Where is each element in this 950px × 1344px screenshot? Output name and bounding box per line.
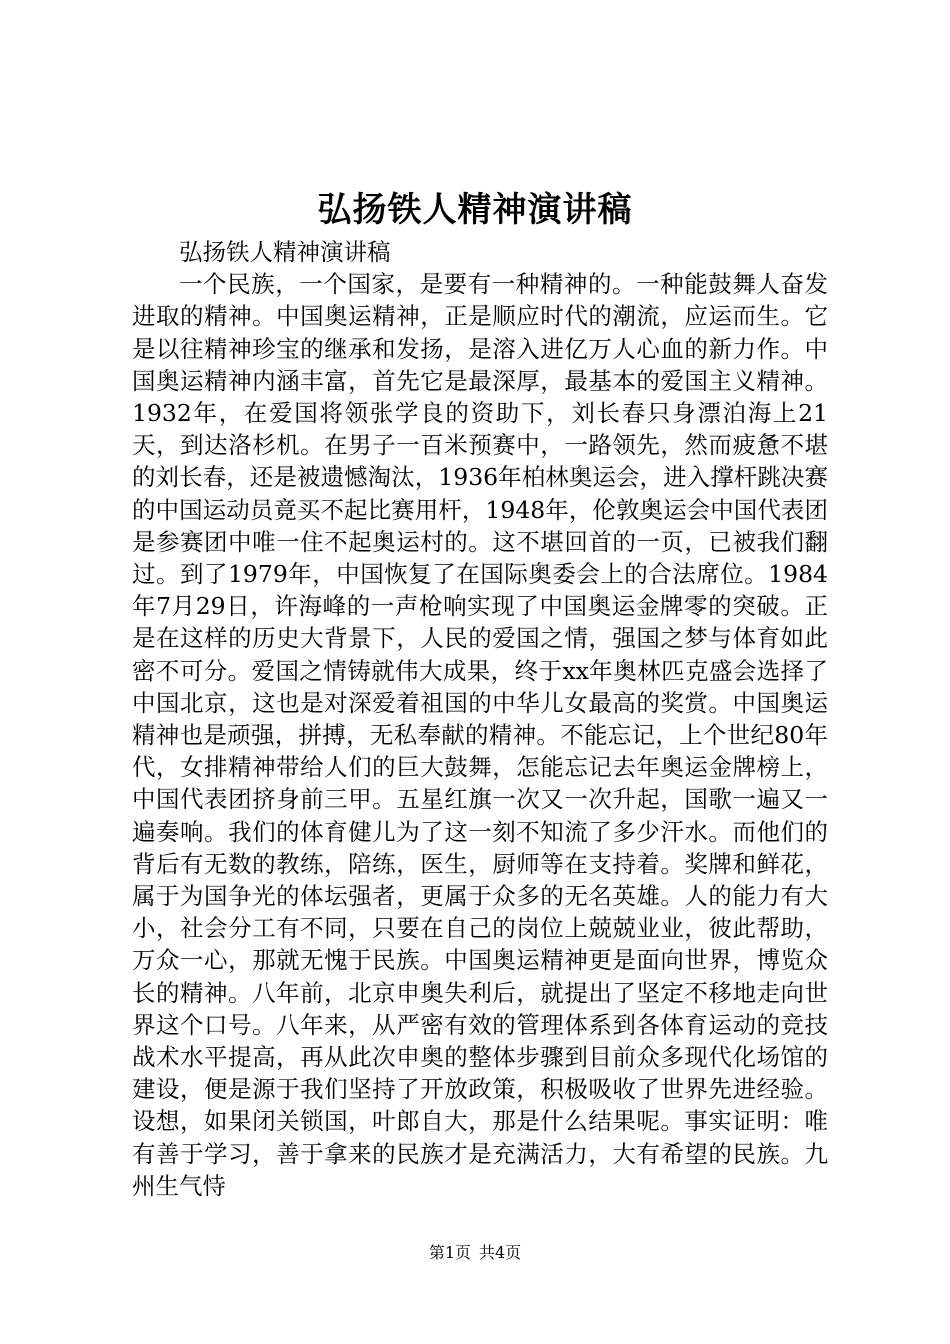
page-number: 第1页 — [428, 1243, 471, 1262]
body-paragraph-heading: 弘扬铁人精神演讲稿 — [179, 238, 391, 266]
body-paragraph: 一个民族，一个国家，是要有一种精神的。一种能鼓舞人奋发进取的精神。中国奥运精神，正是顺应时代的潮流，应运而生。它是以往精神珍宝的继承和发扬，是溶入进亿万人心血的新力作。中国奥运精神内涵丰富，首先它是最深厚，最基本的爱国主义精神。1932年，在爱国将领张学良的资助下，刘长春只身漂泊海上21天，到达洛杉机。在男子一百米预赛中，一路领先，然而疲惫不堪的刘长春，还是被遗憾淘汰，1936年柏林奥运会，进入撑杆跳决赛的中国运动员竟买不起比赛用杆，1948年，伦敦奥运会中国代表团是参赛团中唯一住不起奥运村的。这不堪回首的一页，已被我们翻过。到了1979年，中国恢复了在国际奥委会上的合法席位。1984年7月29日，许海峰的一声枪响实现了中国奥运金牌零的突破。正是在这样的历史大背景下，人民的爱国之情，强国之梦与体育如此密不可分。爱国之情铸就伟大成果，终于xx年奥林匹克盛会选择了中国北京，这也是对深爱着祖国的中华儿女最高的奖赏。中国奥运精神也是顽强，拼搏，无私奉献的精神。不能忘记，上个世纪80年代，女排精神带给人们的巨大鼓舞，怎能忘记去年奥运金牌榜上，中国代表团挤身前三甲。五星红旗一次又一次升起，国歌一遍又一遍奏响。我们的体育健儿为了这一刻不知流了多少汗水。而他们的背后有无数的教练，陪练，医生，厨师等在支持着。奖牌和鲜花，属于为国争光的体坛强者，更属于众多的无名英雄。人的能力有大小，社会分工有不同，只要在自己的岗位上兢兢业业，彼此帮助，万众一心，那就无愧于民族。中国奥运精神更是面向世界，博览众长的精神。八年前，北京申奥失利后，就提出了坚定不移地走向世界这个口号。八年来，从严密有效的管理体系到各体育运动的竞技战术水平提高，再从此次申奥的整体步骤到目前众多现代化场馆的建设，便是源于我们坚持了开放政策，积极吸收了世界先进经验。设想，如果闭关锁国，叶郎自大，那是什么结果呢。事实证明：唯有善于学习，善于拿来的民族才是充满活力，大有希望的民族。九州生气恃 — [132, 270, 828, 1200]
document-body — [132, 236, 828, 1202]
page-total: 共4页 — [479, 1243, 522, 1262]
page-footer — [0, 1242, 950, 1264]
document-title: 弘扬铁人精神演讲稿 — [317, 190, 633, 230]
